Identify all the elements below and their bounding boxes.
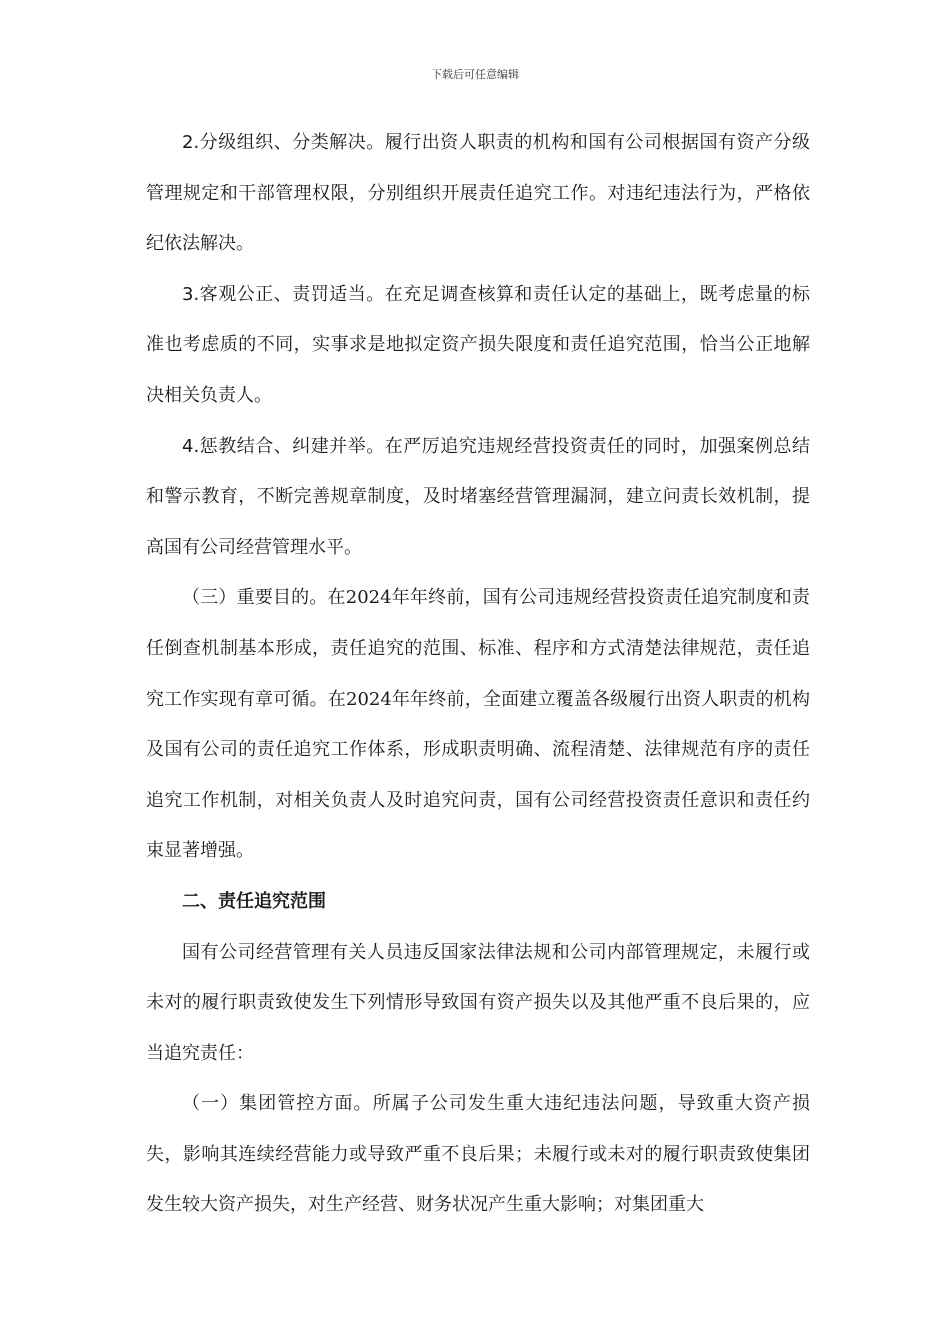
paragraph-text: 在2024年年终前，国有公司违规经营投资责任追究制度和责任倒查机制基本形成，责任追究的范围、标准、程序和方式清楚法律规范，责任追究工作实现有章可循。在2024年年终前，全面建立覆盖各级履行出资人职责的机构及国有公司的责任追究工作体系，形成职责明确、流程清楚、法律规范有序的责任追究工作机制，对相关负责人及时追究问责，国有公司经营投资责任意识和责任约束显著增强。 <box>146 587 810 862</box>
paragraph-text: 国有公司经营管理有关人员违反国家法律法规和公司内部管理规定，未履行或未对的履行职责致使发生下列情形导致国有资产损失以及其他严重不良后果的，应当追究责任： <box>146 941 810 1064</box>
paragraph-lead: 4.惩教结合、纠建并举。 <box>182 435 385 457</box>
paragraph-text: 在充足调查核算和责任认定的基础上，既考虑量的标准也考虑质的不同，实事求是地拟定资产损失限度和责任追究范围，恰当公正地解决相关负责人。 <box>146 283 810 406</box>
paragraph <box>146 928 810 1080</box>
paragraph-text: 在严厉追究违规经营投资责任的同时，加强案例总结和警示教育，不断完善规章制度，及时堵塞经营管理漏洞，建立问责长效机制，提高国有公司经营管理水平。 <box>146 435 810 558</box>
paragraph <box>146 270 810 422</box>
paragraph <box>146 573 810 877</box>
page-header: 下载后可任意编辑 <box>431 68 519 81</box>
section-heading: 二、责任追究范围 <box>182 890 326 912</box>
paragraph-lead: （一）集团管控方面。 <box>182 1093 373 1115</box>
paragraph-lead: 2.分级组织、分类解决。 <box>182 132 385 153</box>
paragraph-text: 履行出资人职责的机构和国有公司根据国有资产分级管理规定和干部管理权限，分别组织开展责任追究工作。对违纪违法行为，严格依纪依法解决。 <box>146 132 810 255</box>
paragraph-lead: 3.客观公正、责罚适当。 <box>182 283 385 305</box>
document-body <box>146 118 810 1231</box>
paragraph <box>146 1079 810 1231</box>
paragraph-lead: （三）重要目的。 <box>182 587 328 609</box>
paragraph <box>146 422 810 574</box>
paragraph-text: 所属子公司发生重大违纪违法问题，导致重大资产损失，影响其连续经营能力或导致严重不良后果；未履行或未对的履行职责致使集团发生较大资产损失，对生产经营、财务状况产生重大影响；对集团重大 <box>146 1093 810 1216</box>
paragraph <box>146 118 810 270</box>
